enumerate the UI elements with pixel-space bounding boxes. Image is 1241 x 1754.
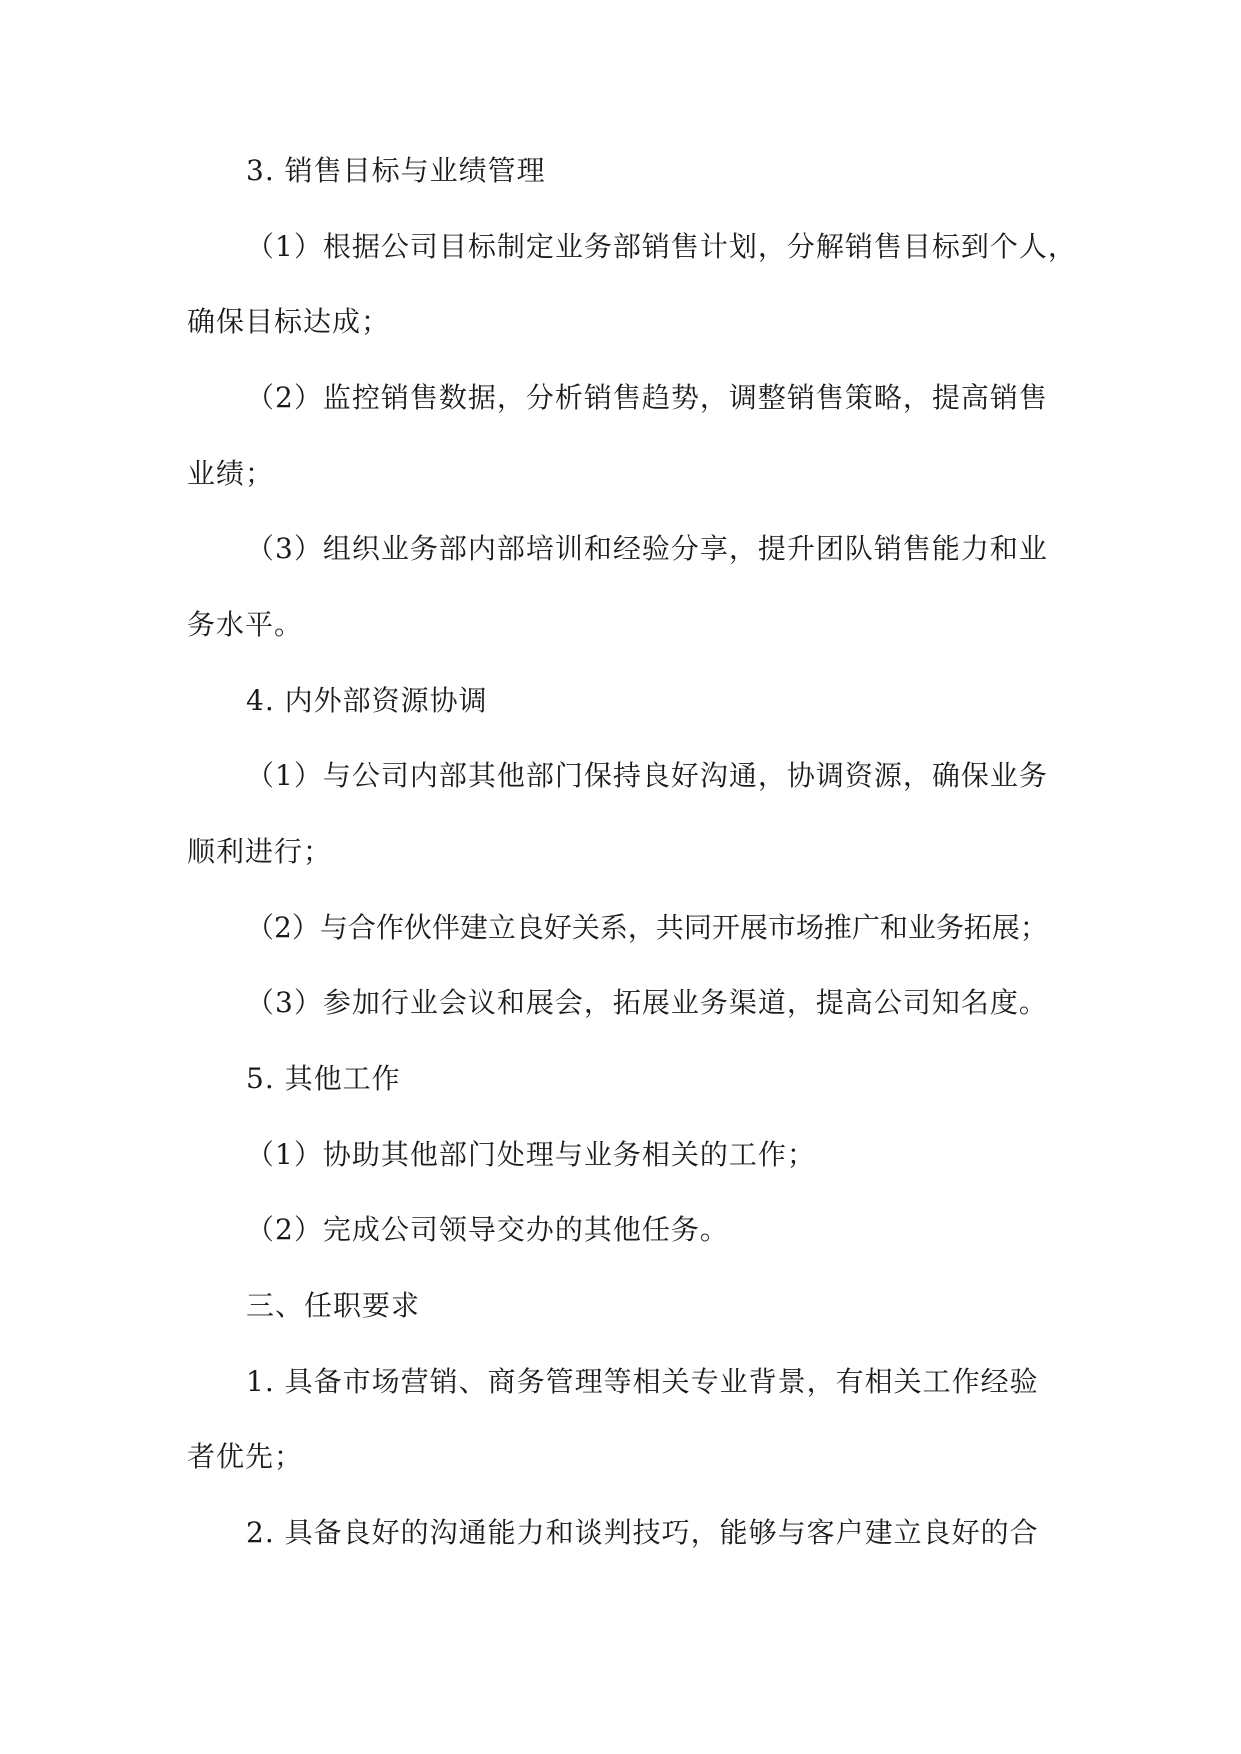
- section4-item3: （3）参加行业会议和展会，拓展业务渠道，提高公司知名度。: [246, 986, 1048, 1019]
- req2-line1: 2. 具备良好的沟通能力和谈判技巧，能够与客户建立良好的合: [246, 1516, 1039, 1549]
- section4-item1-line1: （1）与公司内部其他部门保持良好沟通，协调资源，确保业务: [246, 759, 1048, 792]
- section5-item2: （2）完成公司领导交办的其他任务。: [246, 1213, 729, 1246]
- req1-line1: 1. 具备市场营销、商务管理等相关专业背景，有相关工作经验: [246, 1365, 1039, 1398]
- section4-item2: （2）与合作伙伴建立良好关系，共同开展市场推广和业务拓展；: [246, 911, 1048, 944]
- section3-item3-line2: 务水平。: [187, 608, 304, 641]
- section4-item1-line2: 顺利进行；: [187, 835, 333, 868]
- section3-item1-line2: 确保目标达成；: [187, 305, 391, 338]
- section3-item2-line1: （2）监控销售数据，分析销售趋势，调整销售策略，提高销售: [246, 381, 1048, 414]
- section5-heading: 5. 其他工作: [246, 1062, 401, 1095]
- section3-heading: 3. 销售目标与业绩管理: [246, 154, 546, 187]
- section5-item1: （1）协助其他部门处理与业务相关的工作；: [246, 1138, 816, 1171]
- req1-line2: 者优先；: [187, 1440, 304, 1473]
- section3-item3-line1: （3）组织业务部内部培训和经验分享，提升团队销售能力和业: [246, 532, 1048, 565]
- section4-heading: 4. 内外部资源协调: [246, 684, 488, 717]
- section3-item2-line2: 业绩；: [187, 457, 275, 490]
- part3-heading: 三、任职要求: [246, 1289, 421, 1322]
- section3-item1-line1: （1）根据公司目标制定业务部销售计划，分解销售目标到个人，: [246, 230, 1077, 263]
